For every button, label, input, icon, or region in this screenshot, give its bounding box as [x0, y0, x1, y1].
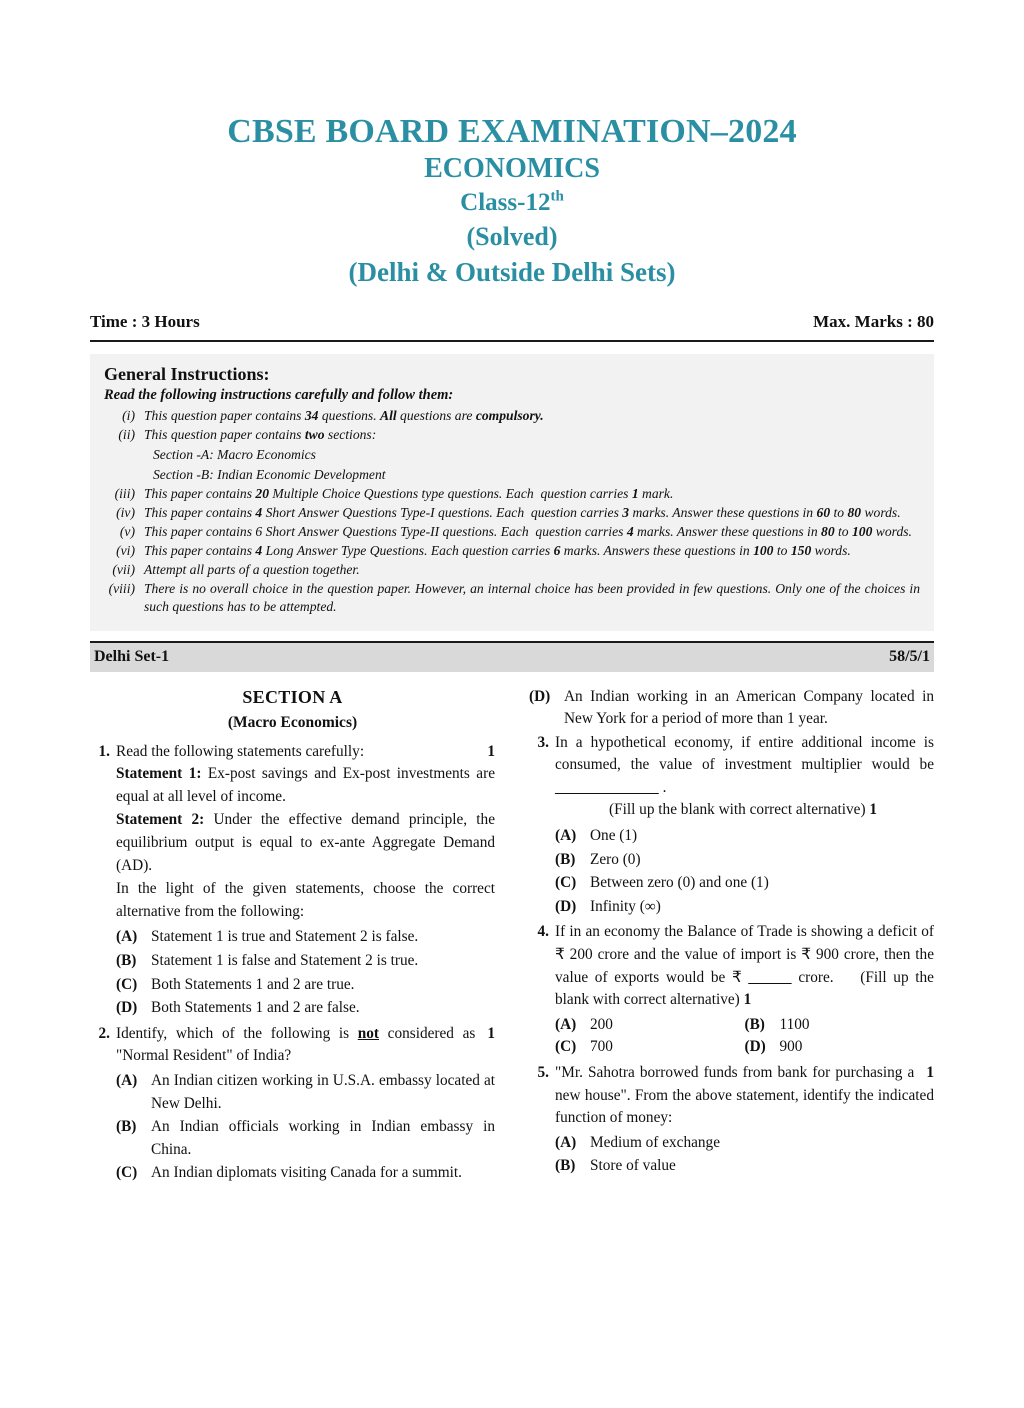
option-text: Zero (0): [590, 850, 641, 868]
class-title-text: Class-12: [460, 189, 551, 216]
instruction-text: This paper contains 20 Multiple Choice Questions type questions. Each question carries 1 mark.: [144, 486, 674, 501]
instruction-text: This question paper contains two sections:: [144, 427, 377, 442]
question-3: [529, 732, 934, 823]
option-text: Both Statements 1 and 2 are false.: [151, 999, 360, 1017]
option-4b[interactable]: [745, 1014, 935, 1037]
instruction-text: This paper contains 4 Long Answer Type Questions. Each question carries 6 marks. Answers these questions in 100 to 150 words.: [144, 543, 851, 558]
question-stem-post: .: [658, 778, 667, 796]
option-3c[interactable]: [555, 872, 934, 895]
instruction-subitem-section-a: Section -A: Macro Economics: [153, 447, 316, 462]
option-4a[interactable]: [555, 1014, 745, 1037]
option-1b[interactable]: [116, 950, 495, 973]
question-body: [555, 1062, 934, 1130]
question-1: [90, 741, 495, 925]
question-stem-text: "Mr. Sahotra borrowed funds from bank for purchasing a new house". From the above statement, identify the indicated function of money:: [555, 1064, 934, 1127]
question-number: 5.: [537, 1064, 549, 1081]
exam-max-marks: Max. Marks : 80: [813, 312, 934, 331]
option-label: (A): [116, 928, 138, 946]
option-text: Between zero (0) and one (1): [590, 874, 769, 892]
exam-duration: Time : 3 Hours: [90, 312, 200, 331]
question-stem: [116, 741, 495, 764]
instruction-number: (v): [119, 524, 135, 539]
option-label: (C): [116, 1164, 138, 1182]
option-label: (B): [555, 850, 576, 868]
option-text: Statement 1 is true and Statement 2 is false.: [151, 928, 419, 946]
option-text: An Indian diplomats visiting Canada for a summit.: [151, 1164, 462, 1182]
option-text: 200: [590, 1015, 613, 1033]
option-4c[interactable]: [555, 1036, 745, 1059]
left-column: [90, 686, 495, 1186]
question-marks: 1: [743, 991, 752, 1009]
answer-blank[interactable]: ____________: [555, 778, 659, 796]
solved-label: (Solved): [466, 222, 558, 251]
option-text: 900: [779, 1038, 803, 1056]
option-label: (D): [529, 687, 551, 705]
question-body: [116, 1023, 495, 1068]
question-2: [90, 1023, 495, 1068]
option-label: (B): [116, 1118, 137, 1136]
option-text: 700: [590, 1038, 613, 1056]
instructions-lead: Read the following instructions carefully and follow them:: [104, 387, 454, 403]
question-4: [529, 921, 934, 1011]
instruction-item: [104, 407, 920, 425]
instruction-number: (vii): [112, 562, 135, 577]
instruction-number: (vi): [116, 543, 135, 558]
instruction-item: [104, 426, 920, 444]
question-stem-post: crore.: [791, 968, 834, 986]
instruction-number: (i): [122, 408, 135, 423]
option-label: (B): [555, 1157, 576, 1175]
instruction-item: [104, 580, 920, 615]
question-body: [116, 741, 495, 925]
instruction-item: [104, 542, 920, 560]
option-label: (B): [744, 1015, 765, 1033]
option-label: (C): [555, 1038, 577, 1056]
option-1d[interactable]: [116, 997, 495, 1020]
question-stem-text: Read the following statements carefully:: [116, 742, 365, 760]
instruction-text: This paper contains 6 Short Answer Questions Type-II questions. Each question carries 4 marks. Answer these questions in 80 to 100 words.: [144, 524, 912, 539]
general-instructions-box: [90, 354, 934, 631]
option-label: (B): [116, 952, 137, 970]
section-heading: SECTION A: [242, 686, 343, 707]
question-stem: [555, 1062, 934, 1130]
option-label: (D): [555, 897, 577, 915]
question-body: [555, 921, 934, 1011]
option-label: (A): [555, 1133, 577, 1151]
option-text: Medium of exchange: [590, 1133, 720, 1151]
option-text: Store of value: [590, 1157, 676, 1175]
question-marks: 1: [487, 742, 495, 760]
question-5: [529, 1062, 934, 1130]
option-label: (A): [116, 1072, 138, 1089]
instruction-number: (iv): [116, 505, 135, 520]
instruction-item: [104, 504, 920, 522]
question-marks: 1: [869, 801, 878, 819]
class-title: [90, 186, 934, 219]
set-band: [90, 643, 934, 672]
instruction-text: This question paper contains 34 questions. All questions are compulsory.: [144, 408, 544, 423]
option-text: One (1): [590, 827, 638, 845]
instruction-subitem-section-b: Section -B: Indian Economic Development: [153, 467, 386, 482]
page-title: CBSE BOARD EXAMINATION–2024: [227, 113, 797, 150]
option-text: 1100: [779, 1015, 810, 1033]
option-label: (D): [116, 999, 138, 1017]
question-stem-post: considered as "Normal Resident" of India?: [116, 1024, 476, 1065]
option-1a[interactable]: [116, 926, 495, 949]
question-3-note: [555, 799, 934, 822]
option-label: (A): [555, 827, 577, 845]
instruction-number: (iii): [114, 486, 135, 501]
option-text: An Indian officials working in Indian embassy in China.: [151, 1118, 495, 1158]
option-label: (A): [555, 1015, 577, 1033]
statement-2-label: Statement 2:: [116, 811, 205, 829]
right-column: [529, 686, 934, 1186]
option-row-4-2: [555, 1036, 934, 1059]
option-text: An Indian citizen working in U.S.A. embassy located at New Delhi.: [151, 1072, 495, 1112]
instruction-text: This paper contains 4 Short Answer Questions Type-I questions. Each question carries 3 marks. Answer these questions in 60 to 80 words.: [144, 505, 901, 520]
question-number: 3.: [537, 733, 549, 751]
option-label: (C): [555, 874, 577, 892]
question-marks: 1: [926, 1064, 934, 1081]
question-number: 2.: [98, 1024, 110, 1042]
option-label: (C): [116, 975, 138, 993]
statement-1-label: Statement 1:: [116, 765, 202, 783]
fill-blank-note: (Fill up the blank with correct alternative): [555, 968, 934, 1009]
option-3d[interactable]: [555, 896, 934, 919]
question-number: 1.: [98, 742, 110, 760]
option-2b[interactable]: [116, 1116, 495, 1161]
question-stem-pre: If in an economy the Balance of Trade is showing a deficit of ₹ 200 crore and the value of import is ₹ 900 crore, then the value of exports would be ₹: [555, 923, 934, 986]
question-stem-pre: Identify, which of the following is: [116, 1024, 358, 1042]
option-text: An Indian working in an American Company located in New York for a period of more than 1 year.: [564, 687, 934, 728]
option-text: Both Statements 1 and 2 are true.: [151, 975, 355, 993]
question-stem: [116, 1023, 495, 1068]
instruction-item: [104, 485, 920, 503]
option-text: Statement 1 is false and Statement 2 is true.: [151, 952, 419, 970]
question-marks: 1: [487, 1024, 495, 1042]
option-4d[interactable]: [745, 1036, 935, 1059]
option-2d[interactable]: [529, 686, 934, 731]
statement-1: [116, 763, 495, 808]
question-columns: [90, 686, 934, 1186]
instruction-number: (viii): [108, 581, 135, 596]
option-text: Infinity (∞): [590, 897, 661, 915]
statement-2-text: Under the effective demand principle, the equilibrium output is equal to ex-ante Aggregate Demand (AD).: [116, 811, 495, 874]
paper-code: 58/5/1: [889, 647, 930, 665]
instructions-heading: General Instructions:: [104, 364, 270, 384]
statement-1-text: Ex-post savings and Ex-post investments are equal at all level of income.: [116, 765, 495, 805]
exam-meta-row: [90, 312, 934, 340]
instruction-text: Attempt all parts of a question together.: [144, 562, 360, 577]
document-title-block: [90, 0, 934, 290]
question-number: 4.: [537, 923, 549, 941]
question-stem-emphasis: not: [357, 1024, 380, 1042]
question-1-lead: In the light of the given statements, choose the correct alternative from the following:: [116, 880, 495, 920]
option-2c[interactable]: [116, 1162, 495, 1185]
header-divider: [90, 340, 934, 342]
option-2a[interactable]: [116, 1070, 495, 1115]
option-label: (D): [744, 1038, 766, 1056]
instruction-text: There is no overall choice in the question paper. However, an internal choice has been provided in few questions. Only one of the choices in such questions has to be attempted.: [144, 581, 920, 614]
instructions-list: [104, 407, 920, 615]
instruction-item: [104, 561, 920, 579]
option-3b[interactable]: [555, 849, 934, 872]
section-subheading: (Macro Economics): [227, 714, 358, 732]
instruction-item: [104, 523, 920, 541]
option-5b[interactable]: [555, 1155, 934, 1178]
subject-title: ECONOMICS: [424, 153, 600, 184]
sets-label: (Delhi & Outside Delhi Sets): [348, 257, 676, 287]
set-label: Delhi Set-1: [94, 647, 170, 665]
class-title-superscript: th: [550, 188, 564, 205]
option-1c[interactable]: [116, 974, 495, 997]
question-body: [555, 732, 934, 823]
fill-blank-note: (Fill up the blank with correct alternative): [609, 801, 866, 819]
instruction-number: (ii): [118, 427, 135, 442]
option-3a[interactable]: [555, 825, 934, 848]
statement-2: [116, 809, 495, 877]
question-stem: [555, 921, 934, 1011]
answer-blank[interactable]: _____: [748, 968, 792, 986]
option-row-4-1: [555, 1014, 934, 1037]
question-stem: [555, 732, 934, 800]
option-5a[interactable]: [555, 1132, 934, 1155]
question-stem-pre: In a hypothetical economy, if entire additional income is consumed, the value of investment multiplier would be: [555, 733, 934, 774]
